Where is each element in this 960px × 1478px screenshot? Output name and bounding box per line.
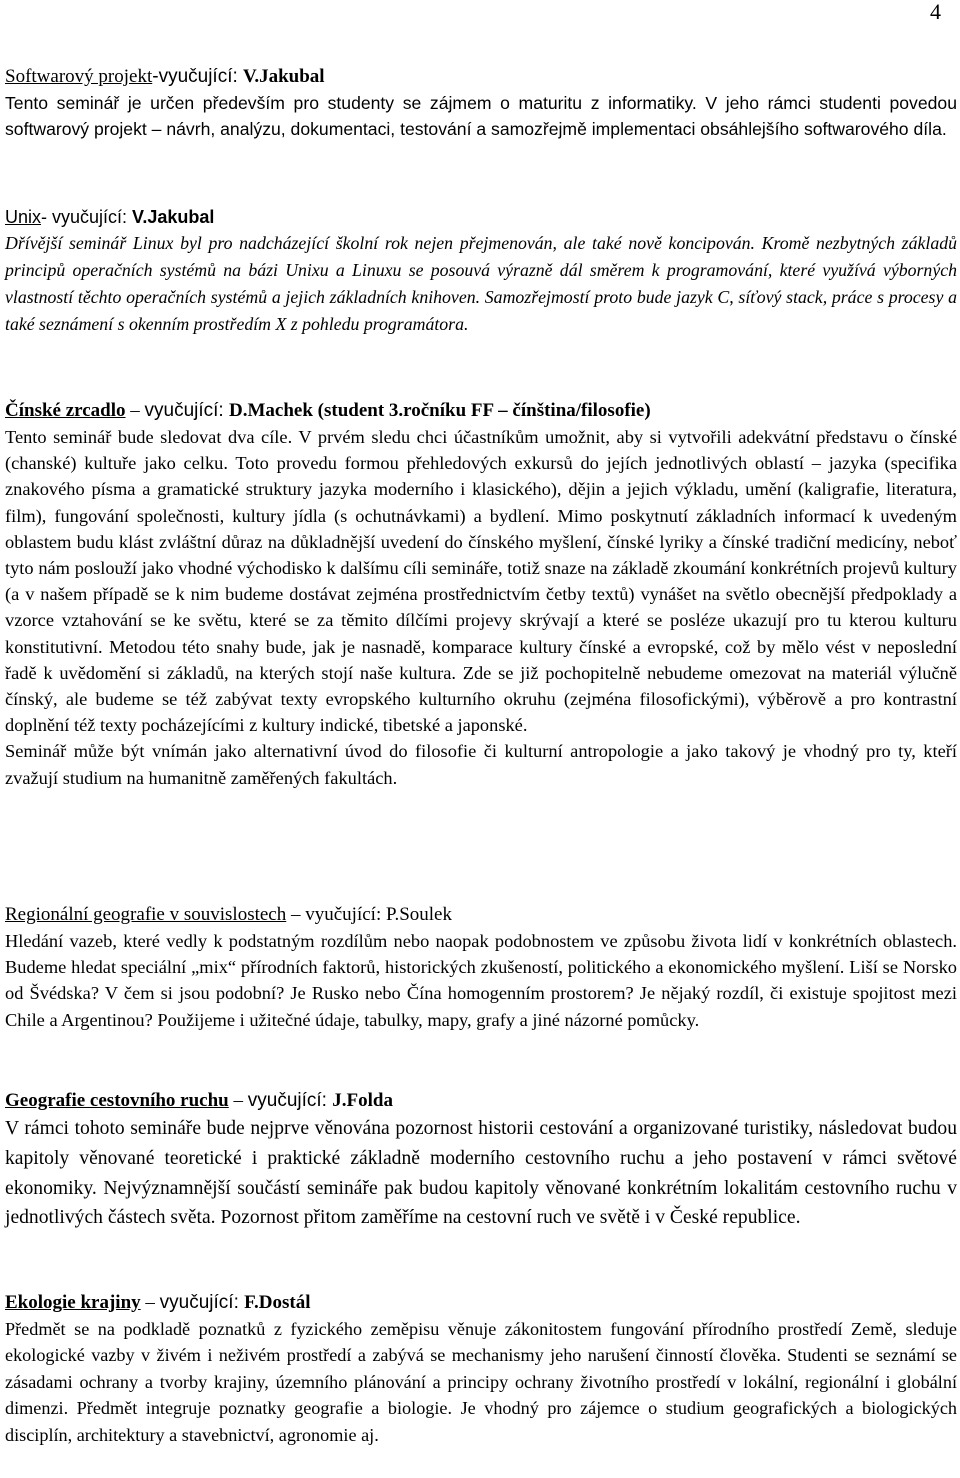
teacher-name: P.Soulek <box>385 904 452 925</box>
section-paragraph: Hledání vazeb, které vedly k podstatným rozdílům nebo naopak podobnostem ve způsobu života lidí v konkrétních oblastech. Budeme hledat speciální „mix“ přírodních faktorů, historických zkušeností, politického a ekonomického myšlení. Liší se Norsko od Švédska? V čem si jsou podobní? Je Rusko nebo Čína homogenním prostorem? Je nějaký rozdíl, či existuje spojitost mezi Chile a Argentinou? Použijeme i užitečné údaje, tabulky, mapy, grafy a jiné názorné pomůcky. <box>5 931 957 1030</box>
heading-dash: – <box>286 904 306 925</box>
section-title: Čínské zrcadlo <box>5 400 126 421</box>
teacher-label: vyučující: <box>144 400 229 421</box>
heading-dash: – <box>140 1292 160 1313</box>
section-paragraph: Tento seminář je určen především pro studenty se zájmem o maturitu z informatiky. V jeho rámci studenti povedou softwarový projekt – návrh, analýzu, dokumentaci, testování a samozřejmě implementaci obsáhlejšího softwarového díla. <box>5 93 957 140</box>
section-paragraph: Dřívější seminář Linux byl pro nadcházející školní rok nejen přejmenován, ale také nově koncipován. Kromě nezbytných základů principů operačních systémů na bázi Unixu a Linuxu se posouvá výrazně dál směrem k programování, které využívá výborných vlastností těchto operačních systémů a jejich základních knihoven. Samozřejmostí proto bude jazyk C, síťový stack, práce s procesy a také seznámení s okenním prostředím X z pohledu programátora. <box>5 233 957 334</box>
heading-dash: - <box>41 207 53 227</box>
page-number: 4 <box>930 0 941 24</box>
section-heading <box>5 398 957 424</box>
teacher-label: vyučující: <box>158 66 244 87</box>
section-title: Softwarový projekt <box>5 66 153 87</box>
teacher-label: vyučující: <box>52 207 133 227</box>
section-regionalni-geografie <box>5 902 957 1033</box>
section-heading <box>5 902 957 928</box>
section-title: Geografie cestovního ruchu <box>5 1090 229 1111</box>
section-heading <box>5 1290 957 1316</box>
section-unix <box>5 204 957 338</box>
teacher-name: V.Jakubal <box>243 66 325 87</box>
teacher-name: D.Machek (student 3.ročníku FF – čínština/filosofie) <box>229 400 651 421</box>
section-geografie-cestovniho-ruchu <box>5 1088 957 1233</box>
section-heading <box>5 1088 957 1114</box>
heading-dash: – <box>228 1090 248 1111</box>
teacher-label: vyučující: <box>305 904 386 925</box>
section-cinske-zrcadlo <box>5 398 957 791</box>
section-title: Unix <box>5 207 42 227</box>
heading-dash: - <box>152 66 159 87</box>
heading-dash: – <box>125 400 145 421</box>
section-heading <box>5 64 957 90</box>
section-paragraph: V rámci tohoto semináře bude nejprve věnována pozornost historii cestování a organizované turistiky, následovat budou kapitoly věnované teoretické i praktické základně moderního cestovního ruchu a jeho postavení v rámci světové ekonomiky. Nejvýznamnější součástí semináře pak budou kapitoly věnované konkrétním lokalitám cestovního ruchu v jednotlivých částech světa. Pozornost přitom zaměříme na cestovní ruch ve světě i v České republice. <box>5 1118 957 1229</box>
teacher-name: F.Dostál <box>244 1292 311 1313</box>
section-title: Regionální geografie v souvislostech <box>5 904 287 925</box>
section-ekologie-krajiny <box>5 1290 957 1448</box>
teacher-label: vyučující: <box>247 1090 333 1111</box>
teacher-name: V.Jakubal <box>132 207 215 227</box>
section-softwarovy-projekt <box>5 64 957 143</box>
section-paragraph: Předmět se na podkladě poznatků z fyzického zeměpisu věnuje zákonitostem fungování přírodního prostředí Země, sleduje ekologické vazby v živém i neživém prostředí a zabývá se mechanismy jeho narušení činností člověka. Studenti se seznámí se zásadami ochrany a tvorby krajiny, územního plánování a principy ochrany životního prostředí v lokální, regionální i globální dimenzi. Předmět integruje poznatky geografie a biologie. Je vhodný pro zájemce o studium geografických a biologických disciplín, architektury a stavebnictví, agronomie aj. <box>5 1319 957 1445</box>
section-title: Ekologie krajiny <box>5 1292 141 1313</box>
section-paragraph: Tento seminář bude sledovat dva cíle. V prvém sledu chci účastníkům umožnit, aby si vytvořili adekvátní představu o čínské (chanské) kultuře jako celku. Toto provedu formou přehledových exkursů do jejích jednotlivých oblastí – jazyka (specifika znakového písma a gramatické struktury jazyka moderního i klasického), dějin a jejich výkladu, umění (kaligrafie, literatura, film), fungování společnosti, kultury jídla (s ochutnávkami) a bydlení. Mimo poskytnutí základních informací k uvedeným oblastem budu klást zvláštní důraz na důkladnější uvedení do čínského myšlení, čínské lyriky a čínské tradiční medicíny, neboť tyto nám poslouží jako vhodné východisko k dalšímu cíli semináře, totiž snaze na základě zkoumání konkrétních projevů kultury (a v našem případě se k nim budeme dostávat zejména prostřednictvím četby textů) vynášet na světlo obecnější předpoklady a vzorce vztahování se ke světu, které se za těmito dílčími projevy skrývají a které se posléze ukazují pro tu kterou kulturu konstitutivní. Metodou této snahy bude, jak je nasnadě, komparace kultury čínské a evropské, což by mělo vést v neposlední řadě k uvědomění si základů, na kterých stojí naše kultura. Zde se již pochopitelně nebudeme omezovat na materiál výlučně čínský, ale budeme se též zabývat texty evropského kulturního okruhu (zejména filosofickými), výběrově a pro kontrastní doplnění též texty pocházejícími z kultury indické, tibetské a japonské. <box>5 427 957 736</box>
teacher-label: vyučující: <box>159 1292 245 1313</box>
section-paragraph: Seminář může být vnímán jako alternativní úvod do filosofie či kulturní antropologie a jako takový je vhodný pro ty, kteří zvažují studium na humanitně zaměřených fakultách. <box>5 741 957 788</box>
section-heading <box>5 204 957 230</box>
teacher-name: J.Folda <box>332 1090 393 1111</box>
